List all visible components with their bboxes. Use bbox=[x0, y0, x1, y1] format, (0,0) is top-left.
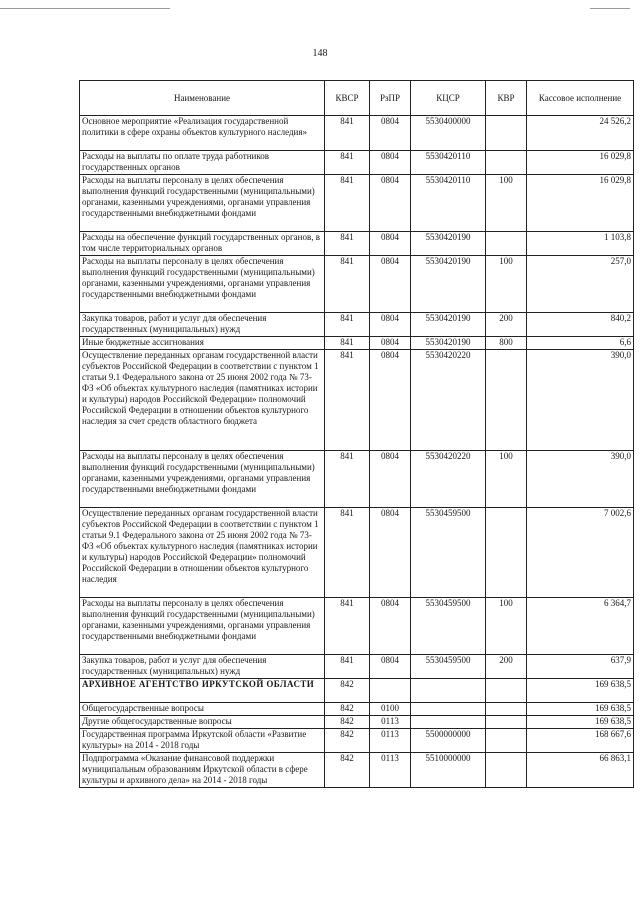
scan-edge-mark bbox=[0, 8, 170, 9]
row-name-cell: Закупка товаров, работ и услуг для обеспечения государственных (муниципальных) нужд bbox=[80, 313, 325, 337]
row-rzpr-cell: 0804 bbox=[370, 508, 411, 598]
row-rzpr-cell: 0804 bbox=[370, 337, 411, 350]
row-rzpr-cell: 0804 bbox=[370, 256, 411, 313]
table-row bbox=[80, 313, 634, 337]
row-kvr-cell bbox=[486, 232, 527, 256]
row-kcsr-cell: 5530459500 bbox=[411, 508, 486, 598]
row-amount-cell: 66 863,1 bbox=[527, 753, 634, 788]
row-kvr-cell: 200 bbox=[486, 655, 527, 679]
row-name-cell: Осуществление переданных органам государственной власти субъектов Российской Федерации в соответствии с пунктом 1 статьи 9.1 Федерального закона от 25 июня 2002 года № 73-ФЗ «Об объектах культурного наследия (памятниках истории и культуры) народов Российской Федерации» полномочий Российской Федерации в отношении объектов культурного наследия bbox=[80, 508, 325, 598]
row-amount-cell: 16 029,8 bbox=[527, 151, 634, 175]
row-name-cell: Основное мероприятие «Реализация государственной политики в сфере охраны объектов культурного наследия» bbox=[80, 116, 325, 151]
row-amount-cell: 257,0 bbox=[527, 256, 634, 313]
row-name-cell: Общегосударственные вопросы bbox=[80, 703, 325, 716]
row-kcsr-cell: 5530420190 bbox=[411, 256, 486, 313]
row-kcsr-cell: 5530459500 bbox=[411, 655, 486, 679]
row-kvsr-cell: 842 bbox=[325, 703, 370, 716]
row-kcsr-cell bbox=[411, 703, 486, 716]
row-rzpr-cell bbox=[370, 679, 411, 703]
row-kvsr-cell: 841 bbox=[325, 313, 370, 337]
row-name-cell: Иные бюджетные ассигнования bbox=[80, 337, 325, 350]
table-row bbox=[80, 256, 634, 313]
row-kvr-cell bbox=[486, 716, 527, 729]
row-kvsr-cell: 841 bbox=[325, 232, 370, 256]
row-kvr-cell: 100 bbox=[486, 256, 527, 313]
row-name-cell: Расходы на выплаты по оплате труда работников государственных органов bbox=[80, 151, 325, 175]
row-name-cell: Расходы на выплаты персоналу в целях обеспечения выполнения функций государственными (муниципальными) органами, казенными учреждениями, органами управления государственными внебюджетными фондами bbox=[80, 451, 325, 508]
scan-edge-mark bbox=[590, 8, 630, 9]
table-row bbox=[80, 679, 634, 703]
row-amount-cell: 24 526,2 bbox=[527, 116, 634, 151]
row-rzpr-cell: 0804 bbox=[370, 451, 411, 508]
row-kvsr-cell: 841 bbox=[325, 116, 370, 151]
row-kvsr-cell: 842 bbox=[325, 716, 370, 729]
row-name-cell: Расходы на выплаты персоналу в целях обеспечения выполнения функций государственными (муниципальными) органами, казенными учреждениями, органами управления государственными внебюджетными фондами bbox=[80, 256, 325, 313]
table-header-row bbox=[80, 81, 634, 116]
row-kvsr-cell: 841 bbox=[325, 256, 370, 313]
row-rzpr-cell: 0113 bbox=[370, 716, 411, 729]
table-row bbox=[80, 337, 634, 350]
row-kcsr-cell: 5530459500 bbox=[411, 598, 486, 655]
row-name-cell: Подпрограмма «Оказание финансовой поддержки муниципальным образованиям Иркутской области в сфере культуры и архивного дела» на 2014 - 2018 годы bbox=[80, 753, 325, 788]
header-amount: Кассовое исполнение bbox=[527, 81, 634, 116]
row-kcsr-cell: 5530420220 bbox=[411, 350, 486, 451]
row-kcsr-cell: 5530400000 bbox=[411, 116, 486, 151]
row-name-cell: Другие общегосударственные вопросы bbox=[80, 716, 325, 729]
header-rzpr: РзПР bbox=[370, 81, 411, 116]
row-rzpr-cell: 0113 bbox=[370, 729, 411, 753]
row-amount-cell: 168 667,6 bbox=[527, 729, 634, 753]
row-name-cell: Расходы на выплаты персоналу в целях обеспечения выполнения функций государственными (муниципальными) органами, казенными учреждениями, органами управления государственными внебюджетными фондами bbox=[80, 175, 325, 232]
row-kcsr-cell: 5500000000 bbox=[411, 729, 486, 753]
row-kvsr-cell: 841 bbox=[325, 350, 370, 451]
row-rzpr-cell: 0113 bbox=[370, 753, 411, 788]
row-kcsr-cell: 5530420190 bbox=[411, 232, 486, 256]
budget-execution-table bbox=[79, 80, 634, 788]
row-rzpr-cell: 0804 bbox=[370, 350, 411, 451]
row-name-cell: АРХИВНОЕ АГЕНТСТВО ИРКУТСКОЙ ОБЛАСТИ bbox=[80, 679, 325, 703]
row-kvsr-cell: 842 bbox=[325, 753, 370, 788]
header-kvsr: КВСР bbox=[325, 81, 370, 116]
row-rzpr-cell: 0804 bbox=[370, 151, 411, 175]
row-kvr-cell bbox=[486, 753, 527, 788]
row-amount-cell: 637,9 bbox=[527, 655, 634, 679]
row-rzpr-cell: 0804 bbox=[370, 232, 411, 256]
row-amount-cell: 169 638,5 bbox=[527, 716, 634, 729]
row-kvsr-cell: 841 bbox=[325, 151, 370, 175]
table-row bbox=[80, 175, 634, 232]
row-kcsr-cell: 5530420110 bbox=[411, 151, 486, 175]
row-kvsr-cell: 841 bbox=[325, 598, 370, 655]
row-kvr-cell bbox=[486, 151, 527, 175]
row-kvr-cell bbox=[486, 116, 527, 151]
row-kcsr-cell: 5530420220 bbox=[411, 451, 486, 508]
row-kvr-cell bbox=[486, 508, 527, 598]
table-row bbox=[80, 508, 634, 598]
table-row bbox=[80, 598, 634, 655]
row-amount-cell: 390,0 bbox=[527, 451, 634, 508]
row-rzpr-cell: 0804 bbox=[370, 313, 411, 337]
row-kcsr-cell bbox=[411, 679, 486, 703]
row-kvr-cell: 800 bbox=[486, 337, 527, 350]
table-row bbox=[80, 151, 634, 175]
header-kcsr: КЦСР bbox=[411, 81, 486, 116]
table-row bbox=[80, 753, 634, 788]
row-kvr-cell: 200 bbox=[486, 313, 527, 337]
table-body bbox=[80, 116, 634, 788]
row-amount-cell: 16 029,8 bbox=[527, 175, 634, 232]
row-amount-cell: 6,6 bbox=[527, 337, 634, 350]
row-amount-cell: 169 638,5 bbox=[527, 703, 634, 716]
row-kvr-cell bbox=[486, 679, 527, 703]
row-rzpr-cell: 0804 bbox=[370, 116, 411, 151]
row-name-cell: Закупка товаров, работ и услуг для обеспечения государственных (муниципальных) нужд bbox=[80, 655, 325, 679]
row-amount-cell: 840,2 bbox=[527, 313, 634, 337]
row-kvsr-cell: 841 bbox=[325, 337, 370, 350]
row-kcsr-cell: 5530420190 bbox=[411, 337, 486, 350]
row-kvr-cell: 100 bbox=[486, 598, 527, 655]
header-name: Наименование bbox=[80, 81, 325, 116]
row-kcsr-cell: 5510000000 bbox=[411, 753, 486, 788]
row-kvsr-cell: 842 bbox=[325, 679, 370, 703]
row-kcsr-cell: 5530420190 bbox=[411, 313, 486, 337]
row-amount-cell: 1 103,8 bbox=[527, 232, 634, 256]
table-row bbox=[80, 116, 634, 151]
row-kvsr-cell: 841 bbox=[325, 508, 370, 598]
row-rzpr-cell: 0804 bbox=[370, 175, 411, 232]
row-rzpr-cell: 0804 bbox=[370, 655, 411, 679]
row-kvsr-cell: 841 bbox=[325, 655, 370, 679]
row-kvr-cell bbox=[486, 729, 527, 753]
row-kvsr-cell: 841 bbox=[325, 175, 370, 232]
table-row bbox=[80, 716, 634, 729]
row-kvr-cell bbox=[486, 350, 527, 451]
table-row bbox=[80, 703, 634, 716]
row-amount-cell: 6 364,7 bbox=[527, 598, 634, 655]
row-kvr-cell bbox=[486, 703, 527, 716]
page-number: 148 bbox=[312, 48, 328, 59]
table-row bbox=[80, 451, 634, 508]
row-amount-cell: 390,0 bbox=[527, 350, 634, 451]
row-rzpr-cell: 0100 bbox=[370, 703, 411, 716]
row-kvsr-cell: 842 bbox=[325, 729, 370, 753]
row-name-cell: Расходы на обеспечение функций государственных органов, в том числе территориальных органов bbox=[80, 232, 325, 256]
table-row bbox=[80, 350, 634, 451]
row-amount-cell: 169 638,5 bbox=[527, 679, 634, 703]
row-name-cell: Государственная программа Иркутской области «Развитие культуры» на 2014 - 2018 годы bbox=[80, 729, 325, 753]
row-kvr-cell: 100 bbox=[486, 175, 527, 232]
table-row bbox=[80, 729, 634, 753]
row-kcsr-cell: 5530420110 bbox=[411, 175, 486, 232]
row-kcsr-cell bbox=[411, 716, 486, 729]
row-kvr-cell: 100 bbox=[486, 451, 527, 508]
table-row bbox=[80, 232, 634, 256]
row-rzpr-cell: 0804 bbox=[370, 598, 411, 655]
table-row bbox=[80, 655, 634, 679]
row-name-cell: Расходы на выплаты персоналу в целях обеспечения выполнения функций государственными (муниципальными) органами, казенными учреждениями, органами управления государственными внебюджетными фондами bbox=[80, 598, 325, 655]
row-kvsr-cell: 841 bbox=[325, 451, 370, 508]
row-name-cell: Осуществление переданных органам государственной власти субъектов Российской Федерации в соответствии с пунктом 1 статьи 9.1 Федерального закона от 25 июня 2002 года № 73-ФЗ «Об объектах культурного наследия (памятниках истории и культуры) народов Российской Федерации» полномочий Российской Федерации в отношении объектов культурного наследия за счет средств областного бюджета bbox=[80, 350, 325, 451]
header-kvr: КВР bbox=[486, 81, 527, 116]
row-amount-cell: 7 002,6 bbox=[527, 508, 634, 598]
